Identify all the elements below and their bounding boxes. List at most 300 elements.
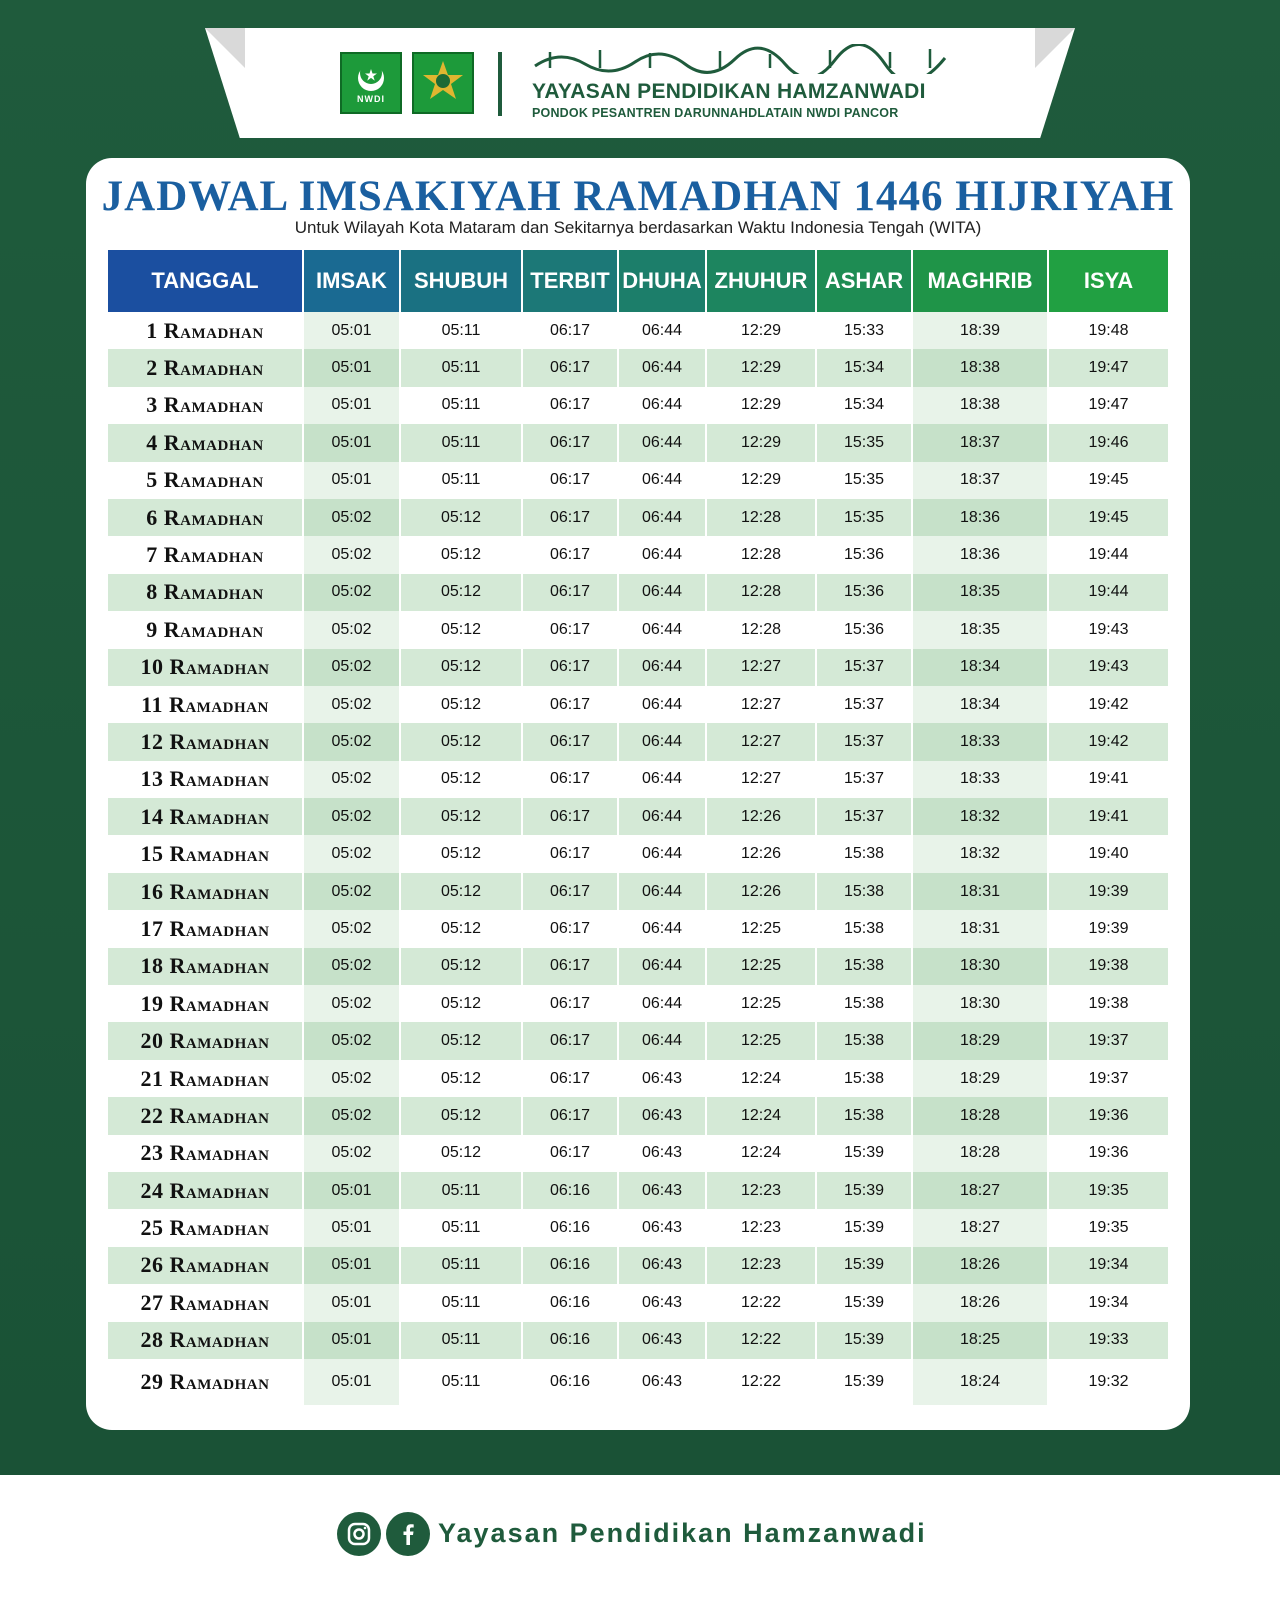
cell-ashar: 15:37 (817, 798, 913, 835)
cell-dhuha: 06:44 (619, 499, 707, 536)
cell-isya: 19:45 (1049, 499, 1168, 536)
cell-terbit: 06:17 (523, 761, 619, 798)
cell-imsak: 05:02 (304, 1022, 401, 1059)
cell-dhuha: 06:43 (619, 1247, 707, 1284)
cell-imsak: 05:02 (304, 611, 401, 648)
cell-zhuhur: 12:26 (707, 798, 817, 835)
table-row (108, 462, 1168, 499)
org-name: YAYASAN PENDIDIKAN HAMZANWADI (532, 80, 926, 103)
cell-terbit: 06:17 (523, 649, 619, 686)
cell-ashar: 15:38 (817, 948, 913, 985)
cell-date: 14 Ramadhan (108, 798, 304, 835)
cell-isya: 19:39 (1049, 873, 1168, 910)
cell-dhuha: 06:43 (619, 1322, 707, 1359)
cell-dhuha: 06:44 (619, 873, 707, 910)
cell-shubuh: 05:12 (401, 611, 523, 648)
cell-isya: 19:47 (1049, 349, 1168, 386)
cell-maghrib: 18:31 (913, 873, 1049, 910)
cell-imsak: 05:01 (304, 1247, 401, 1284)
cell-dhuha: 06:44 (619, 462, 707, 499)
cell-zhuhur: 12:29 (707, 387, 817, 424)
cell-date: 11 Ramadhan (108, 686, 304, 723)
cell-maghrib: 18:34 (913, 686, 1049, 723)
cell-date: 12 Ramadhan (108, 723, 304, 760)
cell-ashar: 15:38 (817, 910, 913, 947)
cell-ashar: 15:35 (817, 462, 913, 499)
table-row (108, 424, 1168, 461)
cell-shubuh: 05:11 (401, 1284, 523, 1321)
cell-imsak: 05:02 (304, 1097, 401, 1134)
cell-isya: 19:35 (1088, 1219, 1129, 1237)
cell-maghrib: 18:38 (913, 387, 1049, 424)
cell-ashar: 15:37 (817, 761, 913, 798)
cell-shubuh: 05:12 (401, 873, 523, 910)
cell-date: 28 Ramadhan (108, 1322, 304, 1359)
cell-date: 25 Ramadhan (108, 1209, 304, 1246)
cell-date: 22 Ramadhan (108, 1097, 304, 1134)
table-row (108, 1247, 1168, 1284)
table-row (108, 985, 1168, 1022)
cell-zhuhur: 12:24 (707, 1097, 817, 1134)
cell-imsak: 05:01 (304, 387, 401, 424)
cell-imsak: 05:01 (304, 424, 401, 461)
cell-imsak: 05:02 (304, 1060, 401, 1097)
cell-terbit: 06:16 (523, 1359, 619, 1405)
cell-shubuh: 05:11 (401, 1359, 523, 1405)
cell-date: 20 Ramadhan (108, 1022, 304, 1059)
cell-maghrib: 18:37 (913, 462, 1049, 499)
table-row (108, 723, 1168, 760)
cell-shubuh: 05:11 (401, 349, 523, 386)
cell-maghrib: 18:36 (913, 499, 1049, 536)
table-row (108, 499, 1168, 536)
cell-maghrib: 18:35 (913, 574, 1049, 611)
cell-terbit: 06:17 (523, 462, 619, 499)
cell-zhuhur: 12:29 (707, 462, 817, 499)
column-header-dhuha: DHUHA (619, 250, 707, 312)
table-row (108, 1322, 1168, 1359)
cell-maghrib: 18:39 (913, 312, 1049, 349)
cell-imsak: 05:01 (304, 1359, 401, 1405)
cell-terbit: 06:17 (523, 686, 619, 723)
cell-imsak: 05:02 (304, 1135, 401, 1172)
cell-date: 19 Ramadhan (108, 985, 304, 1022)
cell-zhuhur: 12:27 (707, 761, 817, 798)
cell-zhuhur: 12:28 (707, 611, 817, 648)
cell-isya: 19:37 (1049, 1022, 1168, 1059)
cell-imsak: 05:02 (304, 723, 401, 760)
table-row (108, 948, 1168, 985)
cell-terbit: 06:17 (523, 798, 619, 835)
cell-maghrib: 18:32 (913, 798, 1049, 835)
cell-isya: 19:45 (1088, 471, 1129, 489)
cell-ashar: 15:38 (817, 1022, 913, 1059)
cell-imsak: 05:01 (304, 349, 401, 386)
column-header-tanggal: TANGGAL (108, 250, 304, 312)
cell-terbit: 06:16 (523, 1322, 619, 1359)
cell-dhuha: 06:44 (619, 686, 707, 723)
cell-isya: 19:32 (1088, 1372, 1129, 1390)
cell-date: 9 Ramadhan (108, 611, 304, 648)
table-row (108, 312, 1168, 349)
cell-shubuh: 05:12 (401, 723, 523, 760)
cell-imsak: 05:01 (304, 1284, 401, 1321)
cell-isya: 19:37 (1088, 1069, 1129, 1087)
cell-date: 24 Ramadhan (108, 1172, 304, 1209)
cell-shubuh: 05:12 (401, 761, 523, 798)
table-row (108, 835, 1168, 872)
nwdi-logo-label: NWDI (357, 93, 385, 104)
cell-ashar: 15:38 (817, 985, 913, 1022)
cell-date: 21 Ramadhan (108, 1060, 304, 1097)
table-row (108, 761, 1168, 798)
cell-imsak: 05:02 (304, 649, 401, 686)
cell-imsak: 05:02 (304, 873, 401, 910)
cell-terbit: 06:17 (523, 1135, 619, 1172)
nwdi-logo (340, 52, 402, 114)
page-subtitle: Untuk Wilayah Kota Mataram dan Sekitarnya berdasarkan Waktu Indonesia Tengah (WITA) (294, 218, 982, 237)
cell-shubuh: 05:11 (401, 424, 523, 461)
cell-zhuhur: 12:22 (707, 1284, 817, 1321)
column-header-ashar: ASHAR (817, 250, 913, 312)
cell-maghrib: 18:35 (913, 611, 1049, 648)
cell-terbit: 06:16 (523, 1172, 619, 1209)
cell-date: 23 Ramadhan (108, 1135, 304, 1172)
cell-isya: 19:41 (1049, 798, 1168, 835)
column-header-terbit: TERBIT (523, 250, 619, 312)
cell-dhuha: 06:44 (619, 985, 707, 1022)
cell-date: 7 Ramadhan (108, 536, 304, 573)
cell-imsak: 05:01 (304, 1209, 401, 1246)
cell-date: 27 Ramadhan (108, 1284, 304, 1321)
cell-date: 17 Ramadhan (108, 910, 304, 947)
cell-zhuhur: 12:28 (707, 536, 817, 573)
cell-dhuha: 06:43 (619, 1209, 707, 1246)
cell-shubuh: 05:12 (401, 1135, 523, 1172)
cell-terbit: 06:17 (523, 948, 619, 985)
cell-imsak: 05:02 (304, 686, 401, 723)
cell-maghrib: 18:29 (913, 1022, 1049, 1059)
cell-ashar: 15:38 (817, 835, 913, 872)
cell-isya: 19:46 (1049, 424, 1168, 461)
cell-date: 15 Ramadhan (108, 835, 304, 872)
cell-terbit: 06:17 (523, 387, 619, 424)
cell-zhuhur: 12:26 (707, 835, 817, 872)
cell-shubuh: 05:12 (401, 649, 523, 686)
cell-date: 2 Ramadhan (108, 349, 304, 386)
table-row (108, 1209, 1168, 1246)
org-subtitle: PONDOK PESANTREN DARUNNAHDLATAIN NWDI PANCOR (532, 106, 899, 120)
cell-ashar: 15:39 (817, 1247, 913, 1284)
cell-dhuha: 06:43 (619, 1284, 707, 1321)
cell-zhuhur: 12:25 (707, 948, 817, 985)
cell-shubuh: 05:12 (401, 835, 523, 872)
cell-isya: 19:39 (1088, 919, 1129, 937)
cell-shubuh: 05:12 (401, 1022, 523, 1059)
table-row (108, 574, 1168, 611)
cell-dhuha: 06:44 (619, 312, 707, 349)
cell-dhuha: 06:44 (619, 349, 707, 386)
cell-isya: 19:34 (1049, 1247, 1168, 1284)
cell-zhuhur: 12:24 (707, 1060, 817, 1097)
cell-zhuhur: 12:22 (707, 1322, 817, 1359)
cell-imsak: 05:02 (304, 536, 401, 573)
cell-imsak: 05:02 (304, 948, 401, 985)
cell-dhuha: 06:44 (619, 1022, 707, 1059)
cell-maghrib: 18:32 (913, 835, 1049, 872)
cell-ashar: 15:38 (817, 1097, 913, 1134)
cell-zhuhur: 12:27 (707, 723, 817, 760)
facebook-icon[interactable] (386, 1512, 430, 1556)
cell-ashar: 15:34 (817, 387, 913, 424)
cell-date: 29 Ramadhan (108, 1359, 304, 1405)
cell-zhuhur: 12:27 (707, 686, 817, 723)
cell-zhuhur: 12:25 (707, 1022, 817, 1059)
cell-ashar: 15:37 (817, 649, 913, 686)
cell-maghrib: 18:24 (913, 1359, 1049, 1405)
cell-terbit: 06:17 (523, 349, 619, 386)
cell-ashar: 15:39 (817, 1209, 913, 1246)
cell-maghrib: 18:26 (913, 1247, 1049, 1284)
cell-dhuha: 06:44 (619, 649, 707, 686)
table-row (108, 1172, 1168, 1209)
table-row (108, 873, 1168, 910)
cell-maghrib: 18:33 (913, 761, 1049, 798)
cell-terbit: 06:17 (523, 611, 619, 648)
cell-dhuha: 06:44 (619, 536, 707, 573)
cell-imsak: 05:02 (304, 798, 401, 835)
cell-ashar: 15:36 (817, 611, 913, 648)
cell-shubuh: 05:12 (401, 499, 523, 536)
cell-terbit: 06:17 (523, 1060, 619, 1097)
cell-ashar: 15:33 (817, 312, 913, 349)
cell-imsak: 05:01 (304, 312, 401, 349)
cell-imsak: 05:02 (304, 499, 401, 536)
cell-maghrib: 18:37 (913, 424, 1049, 461)
header-divider (498, 52, 502, 116)
cell-ashar: 15:34 (817, 349, 913, 386)
cell-maghrib: 18:27 (913, 1172, 1049, 1209)
cell-isya: 19:34 (1088, 1293, 1129, 1311)
cell-terbit: 06:17 (523, 424, 619, 461)
cell-maghrib: 18:31 (913, 910, 1049, 947)
cell-dhuha: 06:44 (619, 723, 707, 760)
cell-ashar: 15:39 (817, 1172, 913, 1209)
cell-isya: 19:36 (1049, 1097, 1168, 1134)
cell-shubuh: 05:12 (401, 948, 523, 985)
cell-zhuhur: 12:29 (707, 349, 817, 386)
cell-shubuh: 05:11 (401, 387, 523, 424)
cell-dhuha: 06:44 (619, 574, 707, 611)
cell-zhuhur: 12:23 (707, 1209, 817, 1246)
page-title: JADWAL IMSAKIYAH RAMADHAN 1446 HIJRIYAH (101, 173, 1175, 220)
cell-terbit: 06:17 (523, 835, 619, 872)
cell-shubuh: 05:11 (401, 1247, 523, 1284)
cell-maghrib: 18:28 (913, 1135, 1049, 1172)
cell-maghrib: 18:27 (913, 1209, 1049, 1246)
cell-shubuh: 05:11 (401, 462, 523, 499)
column-header-isya: ISYA (1049, 250, 1168, 312)
table-row (108, 1022, 1168, 1059)
cell-isya: 19:38 (1049, 948, 1168, 985)
cell-shubuh: 05:12 (401, 1060, 523, 1097)
cell-zhuhur: 12:28 (707, 574, 817, 611)
cell-imsak: 05:02 (304, 574, 401, 611)
cell-isya: 19:44 (1049, 574, 1168, 611)
column-header-shubuh: SHUBUH (401, 250, 523, 312)
cell-ashar: 15:37 (817, 723, 913, 760)
cell-maghrib: 18:30 (913, 985, 1049, 1022)
column-header-zhuhur: ZHUHUR (707, 250, 817, 312)
imsakiyah-table (108, 250, 1168, 1405)
cell-zhuhur: 12:29 (707, 424, 817, 461)
cell-dhuha: 06:44 (619, 611, 707, 648)
star-emblem-logo (412, 52, 474, 114)
cell-ashar: 15:39 (817, 1359, 913, 1405)
table-row (108, 649, 1168, 686)
cell-terbit: 06:17 (523, 536, 619, 573)
cell-maghrib: 18:38 (913, 349, 1049, 386)
cell-isya: 19:43 (1049, 649, 1168, 686)
cell-zhuhur: 12:28 (707, 499, 817, 536)
cell-dhuha: 06:43 (619, 1359, 707, 1405)
cell-isya: 19:36 (1088, 1144, 1129, 1162)
table-row (108, 349, 1168, 386)
cell-date: 10 Ramadhan (108, 649, 304, 686)
cell-terbit: 06:17 (523, 723, 619, 760)
table-row (108, 1135, 1168, 1172)
cell-maghrib: 18:36 (913, 536, 1049, 573)
cell-isya: 19:47 (1088, 396, 1129, 414)
cell-shubuh: 05:11 (401, 1322, 523, 1359)
cell-dhuha: 06:43 (619, 1060, 707, 1097)
cell-dhuha: 06:43 (619, 1172, 707, 1209)
cell-imsak: 05:01 (304, 1322, 401, 1359)
cell-ashar: 15:39 (817, 1284, 913, 1321)
cell-isya: 19:42 (1049, 723, 1168, 760)
footer-org-name: Yayasan Pendidikan Hamzanwadi (438, 1518, 927, 1548)
column-header-imsak: IMSAK (304, 250, 401, 312)
star-emblem-icon (418, 58, 468, 108)
cell-imsak: 05:02 (304, 985, 401, 1022)
cell-zhuhur: 12:27 (707, 649, 817, 686)
table-row (108, 1060, 1168, 1097)
cell-zhuhur: 12:22 (707, 1359, 817, 1405)
cell-shubuh: 05:12 (401, 985, 523, 1022)
cell-terbit: 06:16 (523, 1209, 619, 1246)
cell-maghrib: 18:33 (913, 723, 1049, 760)
cell-date: 8 Ramadhan (108, 574, 304, 611)
cell-date: 4 Ramadhan (108, 424, 304, 461)
cell-isya: 19:40 (1088, 845, 1129, 863)
cell-maghrib: 18:30 (913, 948, 1049, 985)
cell-date: 1 Ramadhan (108, 312, 304, 349)
cell-ashar: 15:35 (817, 499, 913, 536)
cell-isya: 19:42 (1088, 695, 1129, 713)
table-row (108, 1359, 1168, 1405)
table-row (108, 1284, 1168, 1321)
cell-maghrib: 18:28 (913, 1097, 1049, 1134)
cell-shubuh: 05:12 (401, 1097, 523, 1134)
cell-ashar: 15:39 (817, 1135, 913, 1172)
cell-maghrib: 18:29 (913, 1060, 1049, 1097)
cell-shubuh: 05:12 (401, 574, 523, 611)
cell-maghrib: 18:26 (913, 1284, 1049, 1321)
cell-imsak: 05:01 (304, 462, 401, 499)
cell-ashar: 15:38 (817, 1060, 913, 1097)
cell-zhuhur: 12:23 (707, 1247, 817, 1284)
cell-maghrib: 18:34 (913, 649, 1049, 686)
cell-ashar: 15:38 (817, 873, 913, 910)
cell-zhuhur: 12:26 (707, 873, 817, 910)
cell-date: 26 Ramadhan (108, 1247, 304, 1284)
cell-ashar: 15:36 (817, 574, 913, 611)
table-row (108, 611, 1168, 648)
cell-maghrib: 18:25 (913, 1322, 1049, 1359)
cell-date: 6 Ramadhan (108, 499, 304, 536)
cell-zhuhur: 12:29 (707, 312, 817, 349)
cell-isya: 19:48 (1088, 321, 1129, 339)
cell-shubuh: 05:11 (401, 1172, 523, 1209)
cell-imsak: 05:02 (304, 910, 401, 947)
cell-terbit: 06:17 (523, 910, 619, 947)
cell-shubuh: 05:12 (401, 910, 523, 947)
cell-terbit: 06:17 (523, 1097, 619, 1134)
cell-isya: 19:43 (1088, 620, 1129, 638)
cell-isya: 19:44 (1088, 546, 1129, 564)
cell-dhuha: 06:44 (619, 761, 707, 798)
cell-ashar: 15:39 (817, 1322, 913, 1359)
cell-shubuh: 05:12 (401, 798, 523, 835)
cell-ashar: 15:36 (817, 536, 913, 573)
cell-ashar: 15:35 (817, 424, 913, 461)
cell-date: 3 Ramadhan (108, 387, 304, 424)
table-row (108, 387, 1168, 424)
cell-zhuhur: 12:23 (707, 1172, 817, 1209)
cell-shubuh: 05:12 (401, 536, 523, 573)
arabic-calligraphy (530, 44, 950, 74)
cell-terbit: 06:17 (523, 985, 619, 1022)
instagram-icon[interactable] (337, 1512, 381, 1556)
crescent-star-icon (354, 63, 388, 93)
cell-dhuha: 06:43 (619, 1097, 707, 1134)
cell-shubuh: 05:11 (401, 312, 523, 349)
cell-isya: 19:33 (1049, 1322, 1168, 1359)
table-row (108, 536, 1168, 573)
cell-zhuhur: 12:25 (707, 985, 817, 1022)
cell-shubuh: 05:12 (401, 686, 523, 723)
cell-terbit: 06:17 (523, 873, 619, 910)
table-row (108, 686, 1168, 723)
cell-dhuha: 06:44 (619, 835, 707, 872)
cell-dhuha: 06:43 (619, 1135, 707, 1172)
table-row (108, 1097, 1168, 1134)
cell-terbit: 06:17 (523, 574, 619, 611)
table-row (108, 798, 1168, 835)
cell-dhuha: 06:44 (619, 424, 707, 461)
cell-dhuha: 06:44 (619, 387, 707, 424)
cell-terbit: 06:17 (523, 499, 619, 536)
column-header-maghrib: MAGHRIB (913, 250, 1049, 312)
cell-isya: 19:38 (1088, 994, 1129, 1012)
cell-isya: 19:35 (1049, 1172, 1168, 1209)
cell-date: 13 Ramadhan (108, 761, 304, 798)
cell-dhuha: 06:44 (619, 798, 707, 835)
cell-terbit: 06:16 (523, 1247, 619, 1284)
cell-isya: 19:41 (1088, 770, 1129, 788)
cell-ashar: 15:37 (817, 686, 913, 723)
cell-terbit: 06:17 (523, 312, 619, 349)
